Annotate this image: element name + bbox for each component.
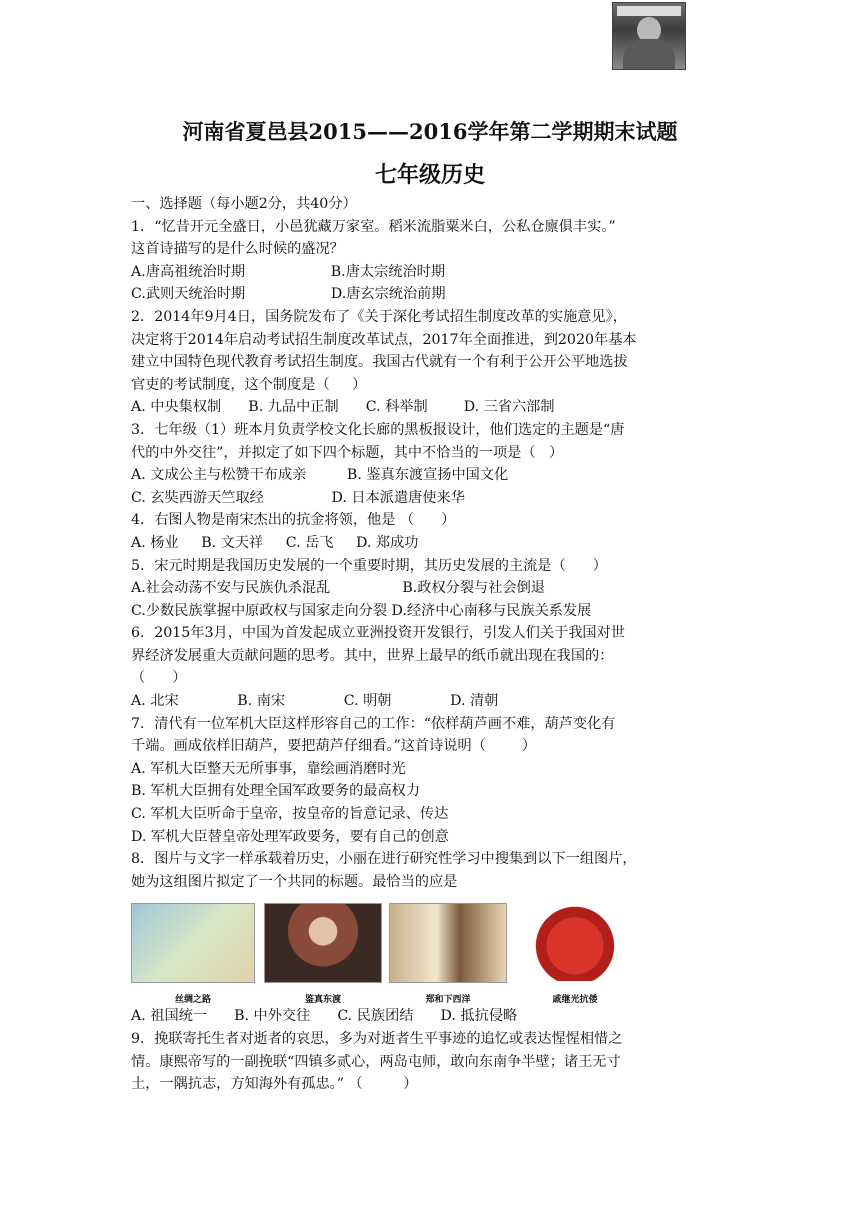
text-line: 8．图片与文字一样承载着历史，小丽在进行研究性学习中搜集到以下一组图片， — [131, 851, 637, 868]
text-line: C. 军机大臣听命于皇帝，按皇帝的旨意记录、传达 — [131, 806, 449, 823]
text-line: A. 北宋 B. 南宋 C. 明朝 D. 清朝 — [131, 693, 499, 710]
text-line: 代的中外交往”，并拟定了如下四个标题，其中不恰当的一项是（ ） — [131, 444, 564, 461]
text-line: 土，一隅抗志，方知海外有孤忠。” （ ） — [131, 1076, 418, 1093]
text-line: C.武则天统治时期 D.唐玄宗统治前期 — [131, 286, 446, 303]
picture-caption: 戚继光抗倭 — [552, 995, 598, 1006]
text-line: A. 祖国统一 B. 中外交往 C. 民族团结 D. 抵抗侵略 — [131, 1008, 518, 1025]
text-line: A.唐高祖统治时期 B.唐太宗统治时期 — [131, 263, 446, 280]
text-line: 6．2015年3月，中国为首发起成立亚洲投资开发银行，引发人们关于我国对世 — [131, 625, 625, 642]
picture-row — [131, 897, 731, 1005]
text-line: 界经济发展重大贡献问题的思考。其中，世界上最早的纸币就出现在我国的： — [131, 647, 614, 664]
text-line: A. 杨业 B. 文天祥 C. 岳飞 D. 郑成功 — [131, 534, 419, 551]
questions-part-2 — [131, 1005, 731, 1095]
picture-qi-jiguang — [519, 903, 631, 1006]
map-icon — [131, 903, 255, 983]
picture-silk-road — [131, 903, 255, 1006]
portrait-icon — [389, 903, 507, 983]
text-line: C.少数民族掌握中原政权与国家走向分裂 D.经济中心南移与民族关系发展 — [131, 602, 592, 619]
text-line: 情。康熙帝写的一副挽联“四镇多贰心，两岛屯师，敢向东南争半壁；诸王无寸 — [131, 1053, 621, 1070]
text-line: 官吏的考试制度，这个制度是（ ） — [131, 376, 367, 393]
picture-caption: 郑和下西洋 — [425, 995, 471, 1006]
yue-fei-portrait — [612, 2, 686, 70]
picture-caption: 丝绸之路 — [174, 995, 211, 1006]
questions-part-1 — [131, 193, 731, 893]
text-line: 千端。画成依样旧葫芦，要把葫芦仔细看。”这首诗说明（ ） — [131, 738, 537, 755]
text-line: 9．挽联寄托生者对逝者的哀思，多为对逝者生平事迹的追忆或表达惺惺相惜之 — [131, 1031, 623, 1047]
text-line: A.社会动荡不安与民族仇杀混乱 B.政权分裂与社会倒退 — [131, 580, 545, 597]
text-line: 3．七年级（1）班本月负责学校文化长廊的黑板报设计，他们选定的主题是“唐 — [131, 421, 625, 438]
picture-jianzhen — [264, 903, 382, 1006]
statue-icon — [264, 903, 382, 983]
text-line: 7．清代有一位军机大臣这样形容自己的工作：“依样葫芦画不难，葫芦变化有 — [131, 715, 616, 732]
exam-title: 河南省夏邑县2015——2016学年第二学期期末试题 — [182, 119, 678, 144]
text-line: （ ） — [131, 670, 187, 687]
text-line: 1．“忆昔开元全盛日，小邑犹藏万家室。稻米流脂粟米白，公私仓廪俱丰实。” — [131, 218, 616, 235]
text-line: A. 军机大臣整天无所事事，靠绘画消磨时光 — [131, 760, 406, 777]
text-line: D. 军机大臣替皇帝处理军政要务，要有自己的创意 — [131, 828, 449, 845]
picture-zheng-he — [389, 903, 507, 1006]
text-line: A. 文成公主与松赞干布成亲 B. 鉴真东渡宣扬中国文化 — [131, 467, 509, 484]
text-line: B. 军机大臣拥有处理全国军政要务的最高权力 — [131, 783, 421, 800]
portrait-banner — [617, 6, 681, 16]
text-line: 决定将于2014年启动考试招生制度改革试点，2017年全面推进，到2020年基本 — [131, 331, 637, 348]
exam-subtitle: 七年级历史 — [374, 162, 485, 188]
question-body — [131, 193, 731, 1096]
text-line: C. 玄奘西游天竺取经 D. 日本派遣唐使来华 — [131, 489, 465, 506]
text-line: 这首诗描写的是什么时候的盛况？ — [131, 241, 344, 258]
text-line: 建立中国特色现代教育考试招生制度。我国古代就有一个有利于公开公平地选拔 — [131, 354, 628, 371]
text-line: 5．宋元时期是我国历史发展的一个重要时期，其历史发展的主流是（ ） — [131, 557, 607, 574]
text-line: A. 中央集权制 B. 九品中正制 C. 科举制 D. 三省六部制 — [131, 399, 555, 416]
text-line: 4．右图人物是南宋杰出的抗金将领，他是 （ ） — [131, 512, 456, 529]
text-line: 2．2014年9月4日，国务院发布了《关于深化考试招生制度改革的实施意见》， — [131, 308, 627, 325]
portrait-icon — [519, 903, 631, 981]
text-line: 一、选择题（每小题2分，共40分） — [131, 196, 357, 212]
picture-caption: 鉴真东渡 — [304, 995, 341, 1006]
portrait-robe — [623, 39, 675, 69]
text-line: 她为这组图片拟定了一个共同的标题。最恰当的应是 — [131, 873, 458, 890]
